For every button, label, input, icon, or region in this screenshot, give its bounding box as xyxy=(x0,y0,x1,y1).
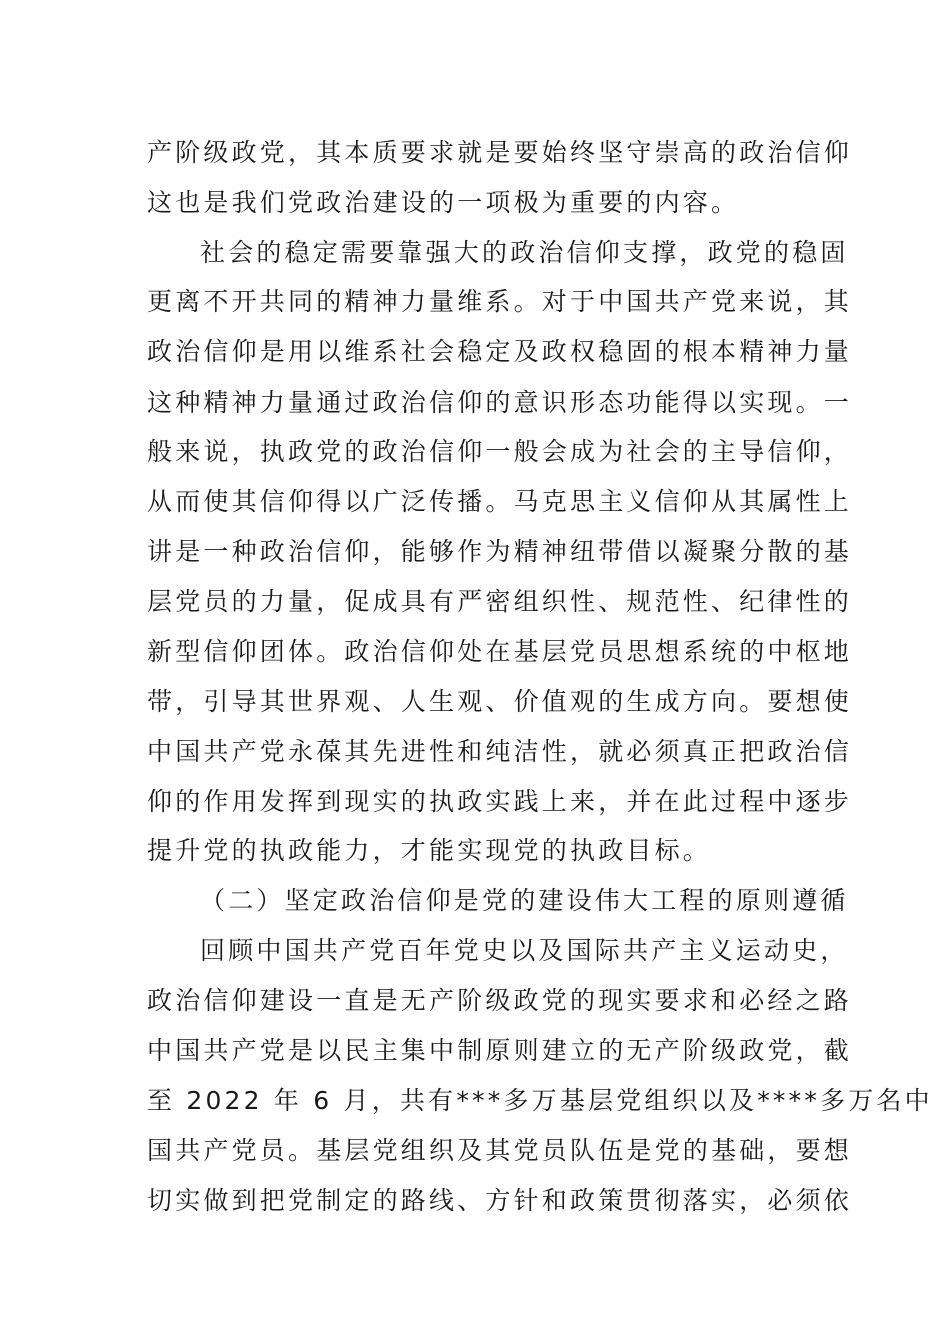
paragraph-first-line: 回顾中国共产党百年党史以及国际共产主义运动史， xyxy=(200,936,849,965)
paragraph-first-line: 社会的稳定需要靠强大的政治信仰支撑，政党的稳固 xyxy=(200,238,849,267)
paragraph-line: 提升党的执政能力，才能实现党的执政目标。 xyxy=(147,836,712,865)
paragraph-line: 中国共产党是以民主集中制原则建立的无产阶级政党，截 xyxy=(147,1036,853,1065)
paragraph-line: 政治信仰是用以维系社会稳定及政权稳固的根本精神力量 xyxy=(147,337,853,366)
paragraph-line: 新型信仰团体。政治信仰处在基层党员思想系统的中枢地 xyxy=(147,637,853,666)
paragraph-line: 更离不开共同的精神力量维系。对于中国共产党来说，其 xyxy=(147,287,853,316)
paragraph-line: 层党员的力量，促成具有严密组织性、规范性、纪律性的 xyxy=(147,587,853,616)
paragraph-line: 政治信仰建设一直是无产阶级政党的现实要求和必经之路 xyxy=(147,986,853,1015)
paragraph-line: 仰的作用发挥到现实的执政实践上来，并在此过程中逐步 xyxy=(147,787,853,816)
paragraph-line: 产阶级政党，其本质要求就是要始终坚守崇高的政治信仰 xyxy=(147,138,853,167)
paragraph-line: 般来说，执政党的政治信仰一般会成为社会的主导信仰， xyxy=(147,437,853,466)
paragraph-line: 中国共产党永葆其先进性和纯洁性，就必须真正把政治信 xyxy=(147,737,853,766)
paragraph-line: 从而使其信仰得以广泛传播。马克思主义信仰从其属性上 xyxy=(147,487,853,516)
paragraph-line: 切实做到把党制定的路线、方针和政策贯彻落实，必须依 xyxy=(147,1186,853,1215)
paragraph-line: 至 2022 年 6 月，共有***多万基层党组织以及****多万名中 xyxy=(147,1086,933,1115)
paragraph-line: 这种精神力量通过政治信仰的意识形态功能得以实现。一 xyxy=(147,388,853,417)
paragraph-line: 国共产党员。基层党组织及其党员队伍是党的基础，要想 xyxy=(147,1136,853,1165)
section-heading: （二）坚定政治信仰是党的建设伟大工程的原则遵循 xyxy=(200,886,849,915)
paragraph-line: 这也是我们党政治建设的一项极为重要的内容。 xyxy=(147,188,740,217)
paragraph-line: 讲是一种政治信仰，能够作为精神纽带借以凝聚分散的基 xyxy=(147,537,853,566)
paragraph-line: 带，引导其世界观、人生观、价值观的生成方向。要想使 xyxy=(147,687,853,716)
